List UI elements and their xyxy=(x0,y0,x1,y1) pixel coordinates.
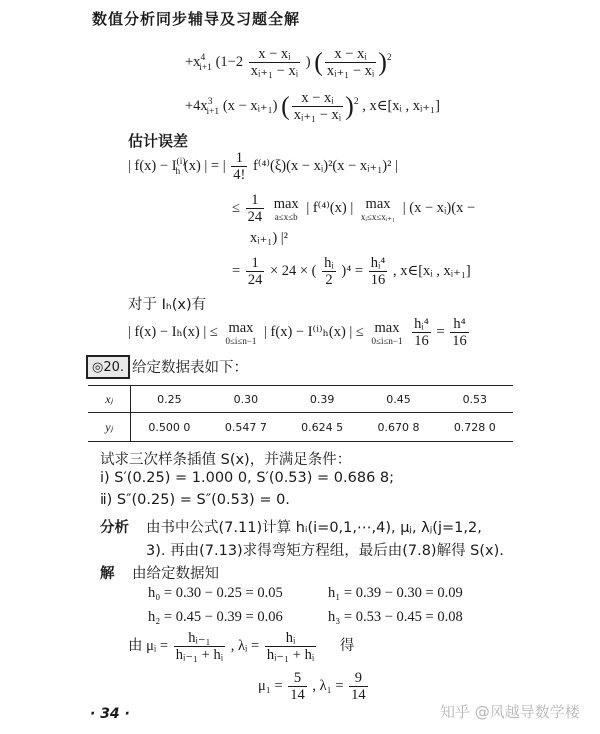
fraction xyxy=(349,670,368,703)
formula-sup: (i) xyxy=(176,157,186,167)
condition-1: ⅰ) S′(0.25) = 1.000 0, S′(0.53) = 0.686 8; xyxy=(100,470,395,486)
table-row-x xyxy=(88,386,513,413)
formula-sup: 4 xyxy=(200,53,206,63)
fraction-denominator: 16 xyxy=(370,272,386,288)
table-cell: 0.624 5 xyxy=(284,413,360,442)
h0-equation: h₀ = 0.30 − 0.25 = 0.05 xyxy=(148,585,283,601)
max-label: max xyxy=(228,319,254,336)
problem-statement: 给定数据表如下： xyxy=(132,360,248,376)
formula-text: | f(x) − Iₕ(x) | ≤ xyxy=(128,323,218,340)
mu-lambda-definition xyxy=(128,630,354,663)
max-subscript: 0≤i≤n−1 xyxy=(225,335,257,346)
watermark: 知乎 @风越导数学楼 xyxy=(440,703,580,721)
max-label: max xyxy=(273,195,299,212)
formula-text: , x∈[xᵢ , xᵢ₊₁] xyxy=(393,262,471,279)
fraction xyxy=(288,670,307,703)
formula-line-2: $+4x^3_{i+1}$ (x − xᵢ₊₁) ( $\frac{\text{x − xᵢ}}{\text{xᵢ₊₁ − xᵢ}}$ )$^2$ , x∈[xᵢ , xᵢ₊₁] xyxy=(185,90,440,123)
table-cell: 0.30 xyxy=(208,386,284,413)
max-label: max xyxy=(365,195,391,212)
formula-text: , x∈[xᵢ , xᵢ₊₁] xyxy=(362,97,440,114)
fraction-numerator: 5 xyxy=(288,670,307,687)
formula-text: xᵢ₊₁) |² xyxy=(250,230,289,246)
fraction-denominator: 16 xyxy=(452,333,467,349)
error-line-1 xyxy=(128,150,398,183)
table-cell: 0.25 xyxy=(131,386,208,413)
fraction-denominator: hᵢ₋₁ + hᵢ xyxy=(175,647,224,663)
formula-text: = xyxy=(436,323,445,340)
formula-power: 2 xyxy=(353,97,359,107)
table-row-y xyxy=(88,413,513,442)
fraction-denominator: 24 xyxy=(247,209,263,225)
formula-line-1: $+x^4_{i+1}$ (1−2 $\frac{\text{x − xᵢ}}{\text{xᵢ₊₁ − xᵢ}}$ ) ( $\frac{\text{x − xᵢ}}{\text{xᵢ₊₁ − xᵢ}}$ )$^2$ xyxy=(185,46,392,79)
max-operator xyxy=(272,196,301,222)
fraction-denominator: 2 xyxy=(325,272,333,288)
fraction-numerator: 9 xyxy=(349,670,368,687)
solution-label: 解 xyxy=(100,566,115,582)
max-subscript: xᵢ≤x≤xᵢ₊₁ xyxy=(360,211,396,222)
table-cell: 0.39 xyxy=(284,386,360,413)
fraction-numerator: 1 xyxy=(231,150,247,167)
formula-sub: i+1 xyxy=(206,106,220,117)
h2-equation: h₂ = 0.45 − 0.39 = 0.06 xyxy=(148,609,283,625)
table-cell: 0.728 0 xyxy=(437,413,513,442)
fraction-numerator: x − xᵢ xyxy=(325,46,376,63)
fraction-numerator: hᵢ⁴ xyxy=(414,316,429,332)
formula-text: ≤ xyxy=(232,199,240,216)
fraction xyxy=(325,46,376,79)
fraction-numerator: hᵢ xyxy=(265,630,316,647)
formula-text: (1−2 xyxy=(215,53,244,70)
fraction-denominator: 24 xyxy=(247,272,263,288)
table-cell: 0.670 8 xyxy=(360,413,436,442)
h3-equation: h₃ = 0.53 − 0.45 = 0.08 xyxy=(328,609,463,625)
fraction-denominator: 14 xyxy=(290,687,305,703)
mu1-lambda1-values xyxy=(258,670,370,703)
row-label-x: xⱼ xyxy=(88,386,131,413)
fraction-denominator: 14 xyxy=(351,687,366,703)
formula-text: (x − xᵢ₊₁) xyxy=(222,97,278,114)
formula-text: μ₁ = xyxy=(258,677,283,694)
fraction-denominator: xᵢ₊₁ − xᵢ xyxy=(250,63,299,79)
h1-equation: h₁ = 0.39 − 0.30 = 0.09 xyxy=(328,585,463,601)
analysis-line-2: 3). 再由(7.13)求得弯矩方程组，最后由(7.8)解得 S(x). xyxy=(146,543,504,559)
fraction-numerator: x − xᵢ xyxy=(249,46,300,63)
fraction xyxy=(246,255,265,288)
formula-text: )⁴ = xyxy=(341,262,364,279)
fraction-numerator: h⁴ xyxy=(450,316,469,333)
fraction xyxy=(292,90,343,123)
formula-text: ) xyxy=(305,53,311,70)
fraction-denominator: hᵢ₋₁ + hᵢ xyxy=(266,647,315,663)
data-table xyxy=(88,385,513,442)
error-line-3 xyxy=(250,230,288,247)
fraction xyxy=(265,630,316,663)
fraction-numerator: 1 xyxy=(246,192,265,209)
formula-text: +x xyxy=(185,53,201,70)
fraction-denominator: xᵢ₊₁ − xᵢ xyxy=(326,63,375,79)
solution-text: 由给定数据知 xyxy=(132,566,219,582)
max-operator xyxy=(359,196,397,222)
fraction-numerator: hᵢ xyxy=(324,255,334,271)
problem-number-badge: ◎20. xyxy=(86,355,130,379)
max-operator xyxy=(223,320,258,346)
max-operator xyxy=(370,320,405,346)
formula-sub: h xyxy=(175,166,181,177)
fraction xyxy=(231,150,247,183)
fraction-numerator: hᵢ₋₁ xyxy=(174,630,225,647)
max-subscript: 0≤i≤n−1 xyxy=(371,335,403,346)
formula-text: × 24 × ( xyxy=(269,262,317,279)
fraction-numerator: hᵢ⁴ xyxy=(370,255,386,271)
fraction xyxy=(174,630,225,663)
formula-power: 2 xyxy=(386,53,392,63)
fraction xyxy=(246,192,265,225)
error-estimate-heading: 估计误差 xyxy=(128,132,189,150)
table-cell: 0.53 xyxy=(437,386,513,413)
row-label-y: yⱼ xyxy=(88,413,131,442)
formula-text: | f⁽⁴⁾(x) | xyxy=(306,199,354,216)
fraction-denominator: xᵢ₊₁ − xᵢ xyxy=(293,107,342,123)
formula-text: | f(x) − I xyxy=(128,157,177,174)
formula-text: 由 μᵢ = xyxy=(128,637,169,654)
fraction xyxy=(322,255,336,288)
task-line: 试求三次样条插值 S(x)，并满足条件： xyxy=(100,452,352,468)
formula-text: , λᵢ = xyxy=(230,637,260,654)
formula-text: , λ₁ = xyxy=(312,677,344,694)
fraction xyxy=(249,46,300,79)
formula-text: | f(x) − I⁽ⁱ⁾ₕ(x) | ≤ xyxy=(264,323,364,340)
formula-text: = xyxy=(232,262,241,279)
error-line-4 xyxy=(232,255,471,288)
for-ih-text: 对于 Iₕ(x)有 xyxy=(128,297,207,313)
table-cell: 0.45 xyxy=(360,386,436,413)
formula-text: +4x xyxy=(185,97,208,114)
fraction-numerator: 1 xyxy=(246,255,265,272)
analysis-line-1: 由书中公式(7.11)计算 hᵢ(i=0,1,⋯,4), μⱼ, λⱼ(j=1,2, xyxy=(146,520,482,536)
condition-2: ⅱ) S″(0.25) = S″(0.53) = 0. xyxy=(100,492,290,508)
table-cell: 0.547 7 xyxy=(208,413,284,442)
error-line-2 xyxy=(232,192,475,225)
formula-text: 得 xyxy=(339,637,355,654)
fraction-numerator: x − xᵢ xyxy=(292,90,343,107)
max-subscript: a≤x≤b xyxy=(274,211,298,222)
formula-sub: i+1 xyxy=(199,62,212,73)
fraction xyxy=(369,255,388,288)
page-number: · 34 · xyxy=(90,706,130,722)
formula-sup: 3 xyxy=(207,97,213,107)
fraction-denominator: 16 xyxy=(414,333,429,349)
analysis-label: 分析 xyxy=(100,520,129,536)
max-label: max xyxy=(374,319,400,336)
formula-text: | (x − xᵢ)(x − xyxy=(402,199,476,216)
formula-text: f⁽⁴⁾(ξ)(x − xᵢ)²(x − xᵢ₊₁)² | xyxy=(252,157,398,174)
formula-text: (x) | = | xyxy=(183,157,226,174)
book-title-header: 数值分析同步辅导及习题全解 xyxy=(92,10,301,28)
fraction-denominator: 4! xyxy=(233,167,246,183)
final-inequality xyxy=(128,316,471,349)
fraction xyxy=(412,316,431,349)
table-cell: 0.500 0 xyxy=(131,413,208,442)
fraction xyxy=(450,316,469,349)
